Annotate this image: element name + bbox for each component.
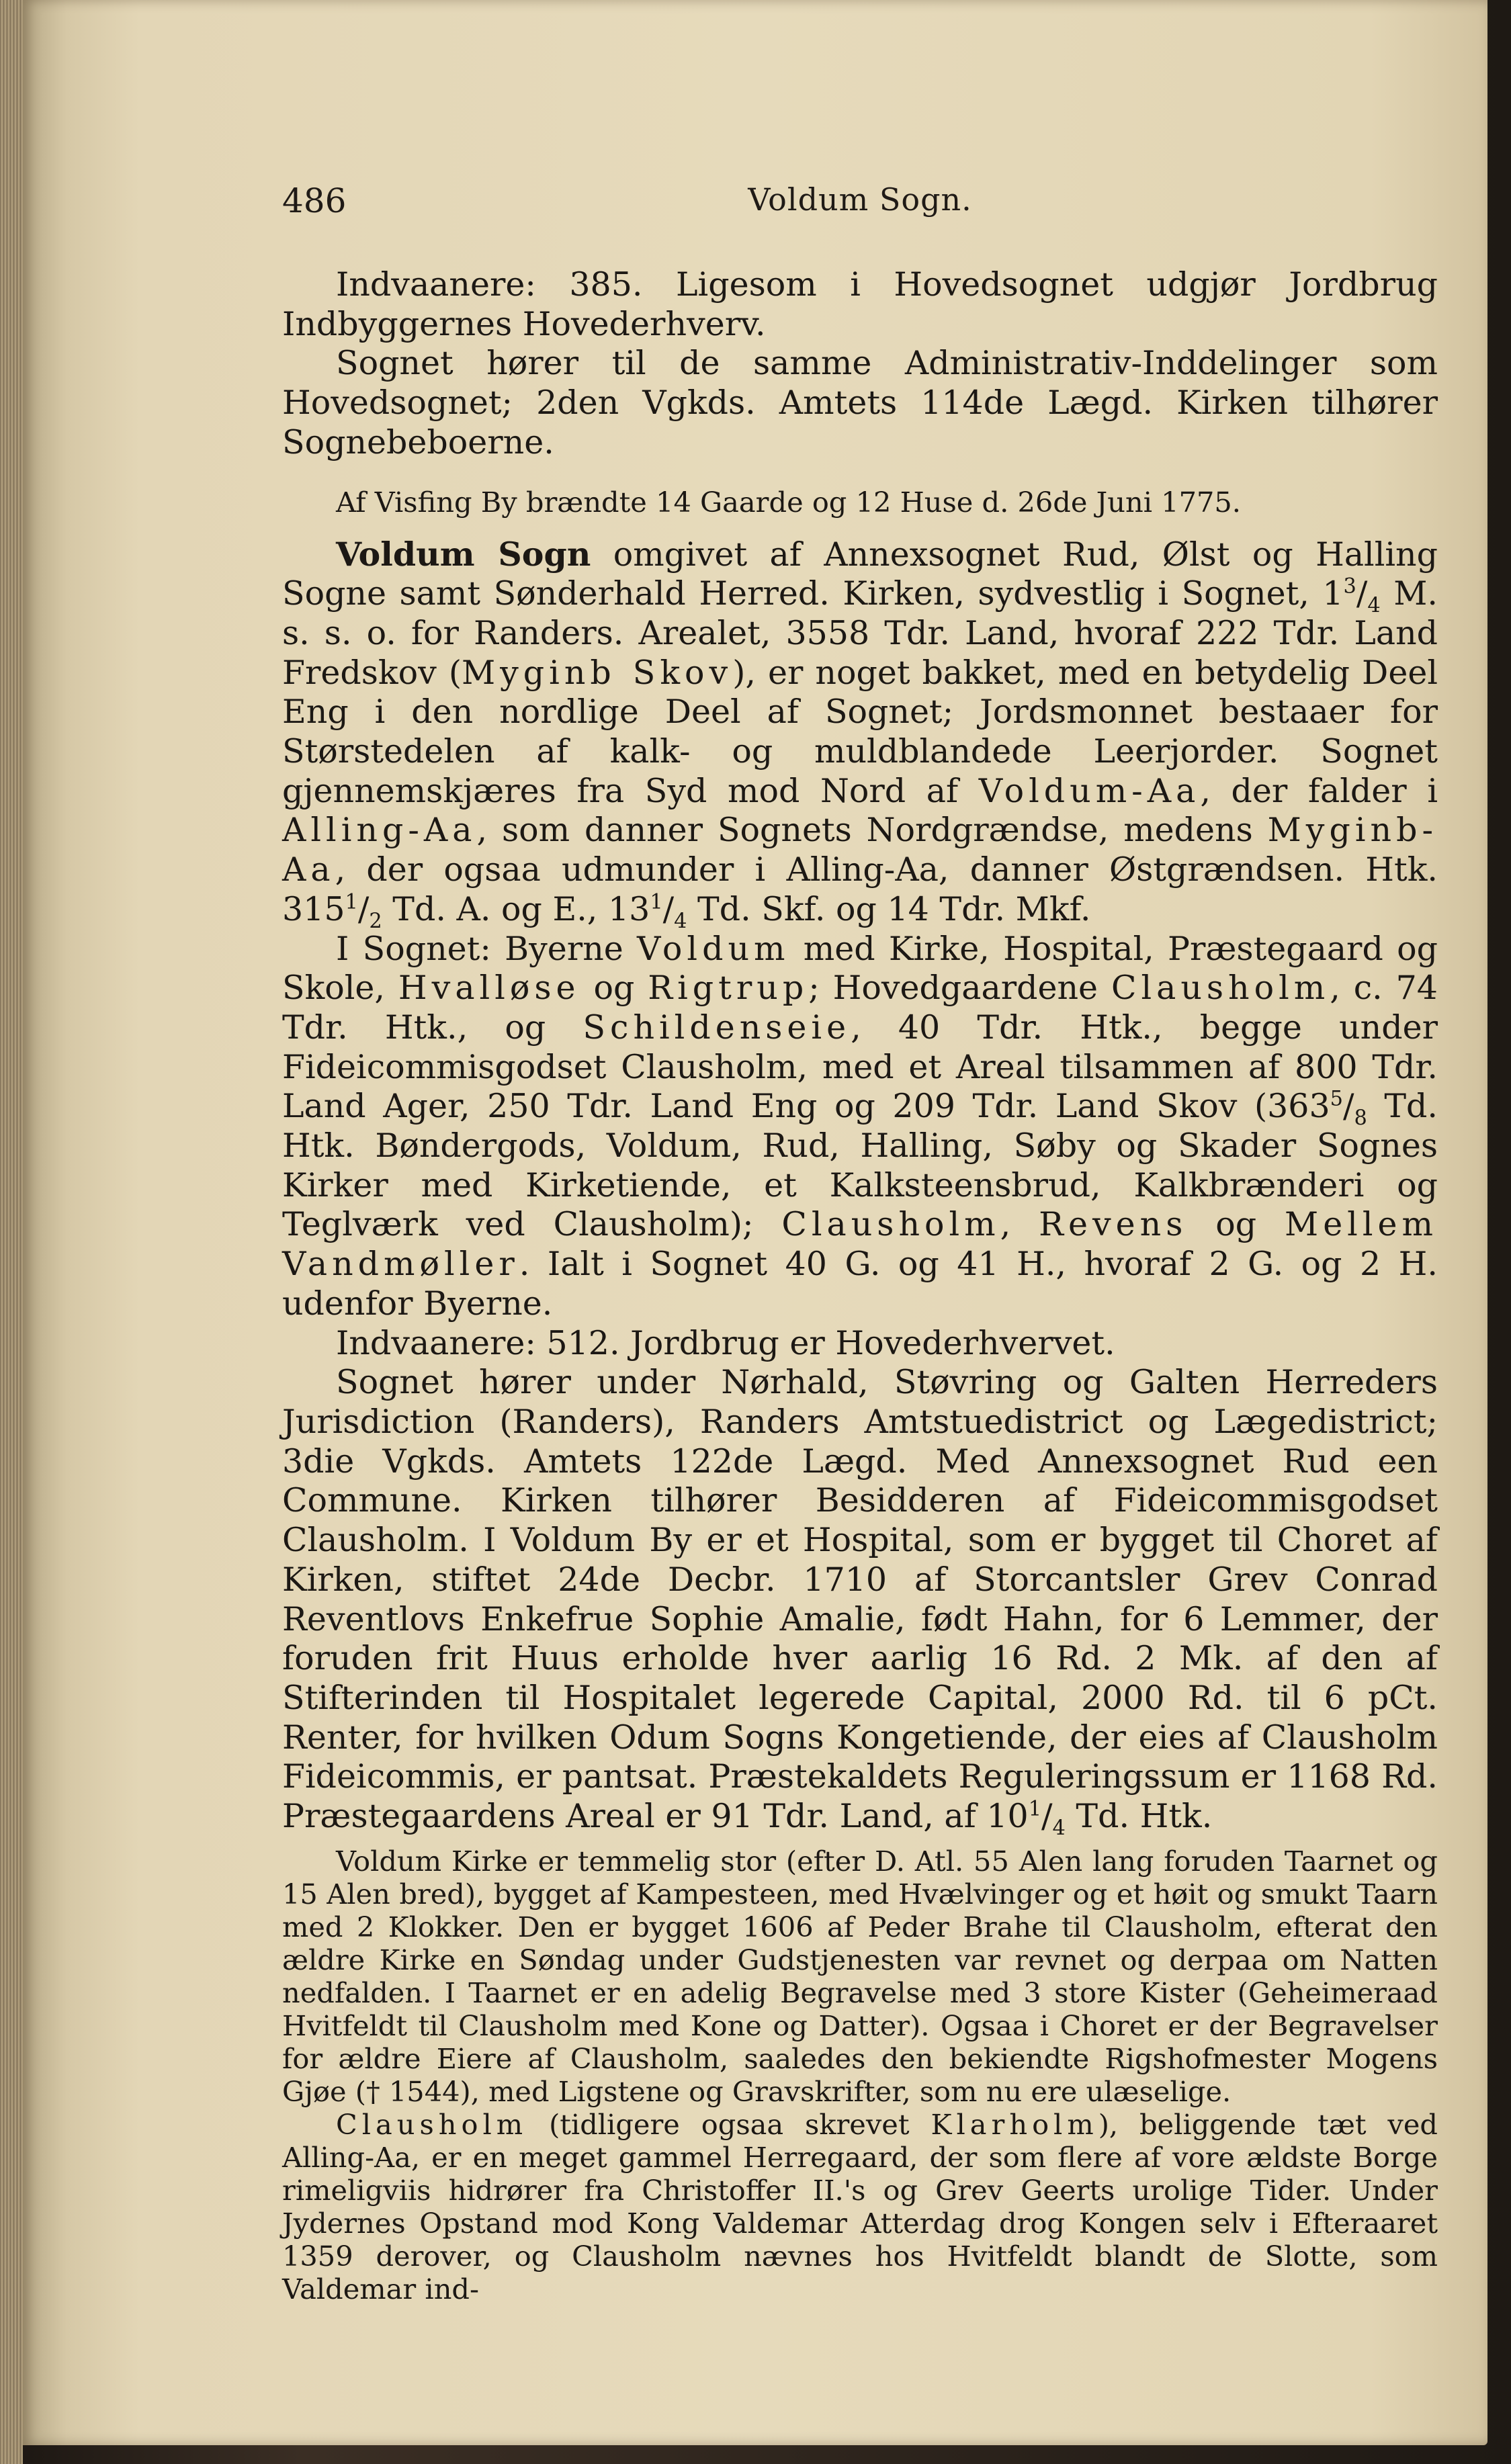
paragraph-administration-1: Sognet hører til de samme Administrativ-Inddelinger som Hovedsognet; 2den Vgkds. Amtets 114de Lægd. Kirken tilhører Sognebeboerne.	[282, 344, 1438, 461]
note-church: Voldum Kirke er temmelig stor (efter D. Atl. 55 Alen lang foruden Taarnet og 15 Alen bred), bygget af Kampesteen, med Hvælvinger og et høit og smukt Taarn med 2 Klokker. Den er bygget 1606 af Peder Brahe til Clausholm, efterat den ældre Kirke en Søndag under Gudstjenesten var revnet og derpaa om Natten nedfalden. I Taarnet er en adelig Begravelse med 3 store Kister (Geheimeraad Hvitfeldt til Clausholm med Kone og Datter). Ogsaa i Choret er der Begravelser for ældre Eiere af Clausholm, saaledes den bekiendte Rigshofmester Mogens Gjøe († 1544), med Ligstene og Gravskrifter, som nu ere ulæselige.	[282, 1844, 1438, 2108]
paragraph-villages: I Sognet: Byerne Voldum med Kirke, Hospital, Præstegaard og Skole, Hvalløse og Rigtrup; Hovedgaardene Clausholm, c. 74 Tdr. Htk., og Schildenseie, 40 Tdr. Htk., begge under Fideicommisgodset Clausholm, med et Areal tilsammen af 800 Tdr. Land Ager, 250 Tdr. Land Eng og 209 Tdr. Land Skov ($363^5/_8$ Td. Htk. Bøndergods, Voldum, Rud, Halling, Søby og Skader Sognes Kirker med Kirketiende, et Kalksteensbrud, Kalkbrænderi og Teglværk ved Clausholm); Clausholm, Revens og Mellem Vandmøller. Ialt i Sognet 40 G. og 41 H., hvoraf 2 G. og 2 H. udenfor Byerne.	[282, 929, 1438, 1323]
paragraph-voldum-description: Voldum Sogn omgivet af Annexsognet Rud, Ølst og Halling Sogne samt Sønderhald Herred. Kirken, sydvestlig i Sognet, $1^3/_4$ M. s. s. o. for Randers. Arealet, 3558 Tdr. Land, hvoraf 222 Tdr. Land Fredskov (Myginb Skov), er noget bakket, med en betydelig Deel Eng i den nordlige Deel af Sognet; Jordsmonnet bestaaer for Størstedelen af kalk- og muldblandede Leerjorder. Sognet gjennemskjæres fra Syd mod Nord af Voldum-Aa, der falder i Alling-Aa, som danner Sognets Nordgrændse, medens Myginb-Aa, der ogsaa udmunder i Alling-Aa, danner Østgrændsen. Htk. $315^1/_2$ Td. A. og E., $13^1/_4$ Td. Skf. og 14 Tdr. Mkf.	[282, 534, 1438, 933]
note-clausholm: Clausholm (tidligere ogsaa skrevet Klarholm), beliggende tæt ved Alling-Aa, er en meget gammel Herregaard, der som flere af vore ældste Borge rimeligviis hidrører fra Christoffer II.'s og Grev Geerts urolige Tider. Under Jydernes Opstand mod Kong Valdemar Atterdag drog Kongen selv i Efteraaret 1359 derover, og Clausholm nævnes hos Hvitfeldt blandt de Slotte, som Valdemar ind-	[282, 2107, 1438, 2305]
paragraph-population-2: Indvaanere: 512. Jordbrug er Hovederhvervet.	[336, 1323, 1115, 1362]
page-header	[282, 181, 1438, 228]
page-stack-edge	[0, 0, 23, 2464]
body-text	[282, 265, 1438, 2305]
parish-heading: Voldum Sogn	[336, 534, 591, 574]
note-fire-1775: Af Visfing By brændte 14 Gaarde og 12 Huse d. 26de Juni 1775.	[336, 485, 1241, 519]
running-title: Voldum Sogn.	[748, 181, 972, 218]
paragraph-administration-2: Sognet hører under Nørhald, Støvring og Galten Herreders Jurisdiction (Randers), Randers Amtstuedistrict og Lægedistrict; 3die Vgkds. Amtets 122de Lægd. Med Annexsognet Rud een Commune. Kirken tilhører Besidderen af Fideicommisgodset Clausholm. I Voldum By er et Hospital, som er bygget til Choret af Kirken, stiftet 24de Decbr. 1710 af Storcantsler Grev Conrad Reventlovs Enkefrue Sophie Amalie, født Hahn, for 6 Lemmer, der foruden frit Huus erholde hver aarlig 16 Rd. 2 Mk. af den af Stifterinden til Hospitalet legerede Capital, 2000 Rd. til 6 pCt. Renter, for hvilken Odum Sogns Kongetiende, der eies af Clausholm Fideicommis, er pantsat. Præstekaldets Reguleringssum er 1168 Rd. Præstegaardens Areal er 91 Tdr. Land, af $10^1/_4$ Td. Htk.	[282, 1363, 1438, 1840]
paragraph-population-1: Indvaanere: 385. Ligesom i Hovedsognet udgjør Jordbrug Indbyggernes Hovederhverv.	[282, 265, 1438, 343]
page-number: 486	[282, 181, 347, 220]
